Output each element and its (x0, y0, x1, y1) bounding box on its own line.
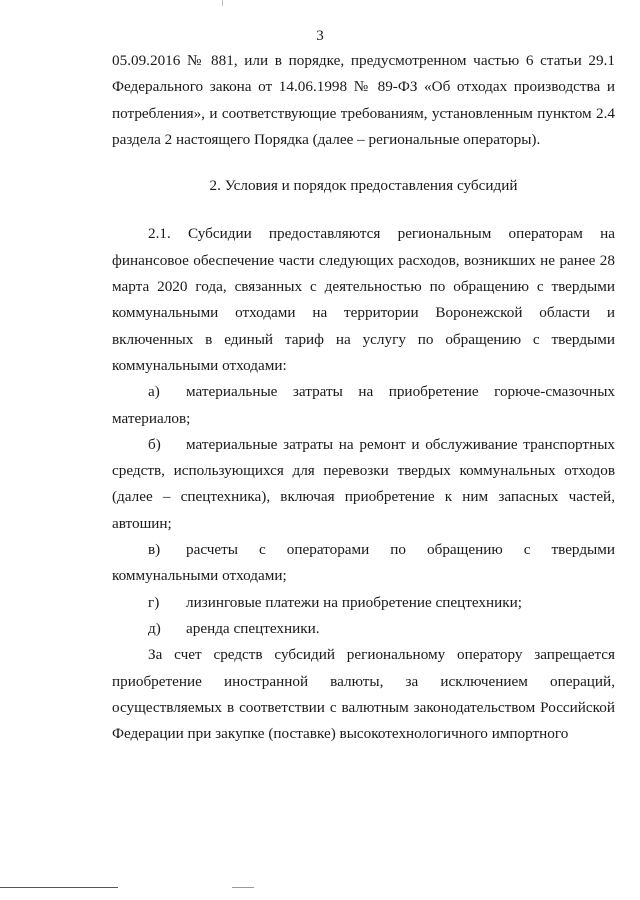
list-item-text: лизинговые платежи на приобретение спецтехники; (186, 593, 523, 611)
list-marker: в) (148, 541, 161, 559)
intro-continuation-paragraph: 05.09.2016 № 881, или в порядке, предусмотренном частью 6 статьи 29.1 Федерального закона от 14.06.1998 № 89-ФЗ «Об отходах производства и потребления», и соответствующие требованиям, установленным пунктом 2.4 раздела 2 настоящего Порядка (далее – региональные операторы). (112, 52, 615, 148)
list-marker: д) (148, 619, 161, 637)
list-marker: б) (148, 435, 161, 453)
list-item-text: материальные затраты на ремонт и обслуживание транспортных средств, использующихся для перевозки твердых коммунальных отходов (далее – спецтехника), включая приобретение к ним запасных частей, автошин; (112, 435, 615, 532)
list-item-b (112, 432, 615, 537)
scan-mark (222, 0, 223, 6)
list-item-d (112, 616, 615, 642)
footer-rule (0, 887, 118, 888)
list-item-g (112, 590, 615, 616)
scan-mark (232, 887, 254, 888)
prohibition-paragraph: За счет средств субсидий региональному оператору запрещается приобретение иностранной валюты, за исключением операций, осуществляемых в соответствии с валютным законодательством Российской Федерации при закупке (поставке) высокотехнологичного импортного (112, 646, 615, 743)
list-item-a (112, 379, 615, 432)
section-heading: 2. Условия и порядок предоставления субсидий (209, 177, 518, 195)
list-marker: а) (148, 383, 160, 401)
list-item-text: расчеты с операторами по обращению с твердыми коммунальными отходами; (112, 541, 615, 585)
document-body (112, 48, 615, 747)
list-item-v (112, 537, 615, 590)
clause-2-1-paragraph: 2.1. Субсидии предоставляются региональным операторам на финансовое обеспечение части следующих расходов, возникших не ранее 28 марта 2020 года, связанных с деятельностью по обращению с твердыми коммунальными отходами на территории Воронежской области и включенных в единый тариф на услугу по обращению с твердыми коммунальными отходами: (112, 225, 615, 374)
list-item-text: аренда спецтехники. (186, 619, 320, 637)
list-item-text: материальные затраты на приобретение горюче-смазочных материалов; (112, 383, 615, 427)
page-number: 3 (316, 28, 324, 44)
list-marker: г) (148, 593, 160, 611)
